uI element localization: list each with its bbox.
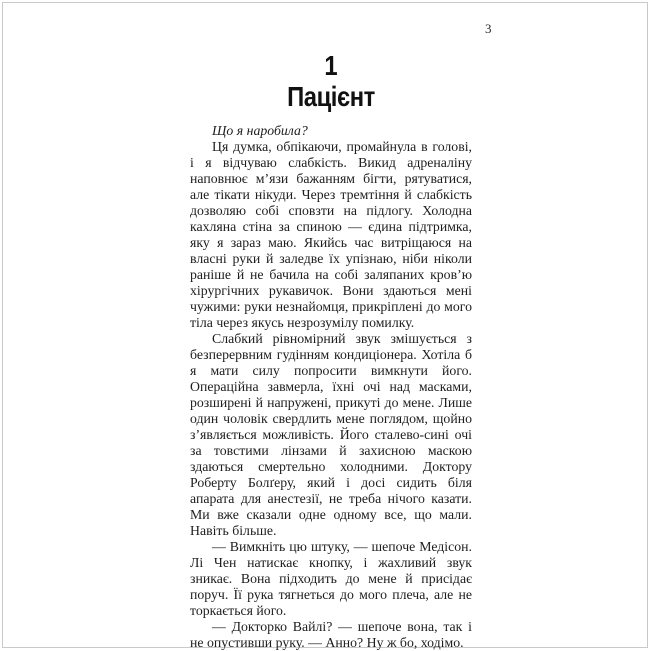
paragraph-dialogue: — Докторко Вайлі? — шепоче вона, так і не опустивши руку. — Анно? Ну ж бо, ходімо.: [190, 619, 472, 650]
chapter-title: Пацієнт: [287, 81, 375, 112]
body-text: [190, 123, 472, 651]
paragraph: Слабкий рівномірний звук змішується з безперервним гудінням кондиціонера. Хотіла б я мати силу попросити вимкнути його. Операційна завмерла, їхні очі над масками, розширені й напружені, прикуті до мене. Лише один чоловік свердлить мене поглядом, щойно з’являється можливість. Його сталево-сині очі за товстими лінзами й захисною маскою здаються смертельно холодними. Доктору Роберту Болґеру, який і досі сидить біля апарата для анестезії, не треба нічого казати. Ми вже сказали одне одному все, що мали. Навіть більше.: [190, 331, 472, 538]
page-number: 3: [485, 21, 492, 36]
paragraph: Ця думка, обпікаючи, промайнула в голові, і я відчуваю слабкість. Викид адреналіну наповнює м’язи бажанням бігти, рятуватися, але тікати нікуди. Через тремтіння й слабкість дозволяю собі сповзти на підлогу. Холодна кахляна стіна за спиною — єдина підтримка, яку я зараз маю. Якийсь час витріщаюся на власні руки й заледве їх упізнаю, ніби ніколи раніше й не бачила на собі заляпаних кров’ю хірургічних рукавичок. Вони здаються мені чужими: руки незнайомця, прикріплені до мого тіла через якусь незрозумілу помилку.: [190, 139, 472, 330]
paragraph-dialogue: — Вимкніть цю штуку, — шепоче Медісон. Лі Чен натискає кнопку, і жахливий звук зникає. Вона підходить до мене й присідає поруч. Її рука тягнеться до мого плеча, але не торкається його.: [190, 539, 472, 618]
paragraph-lead-italic: Що я наробила?: [212, 123, 308, 138]
chapter-number: 1: [324, 50, 338, 81]
page-content: [190, 50, 472, 651]
